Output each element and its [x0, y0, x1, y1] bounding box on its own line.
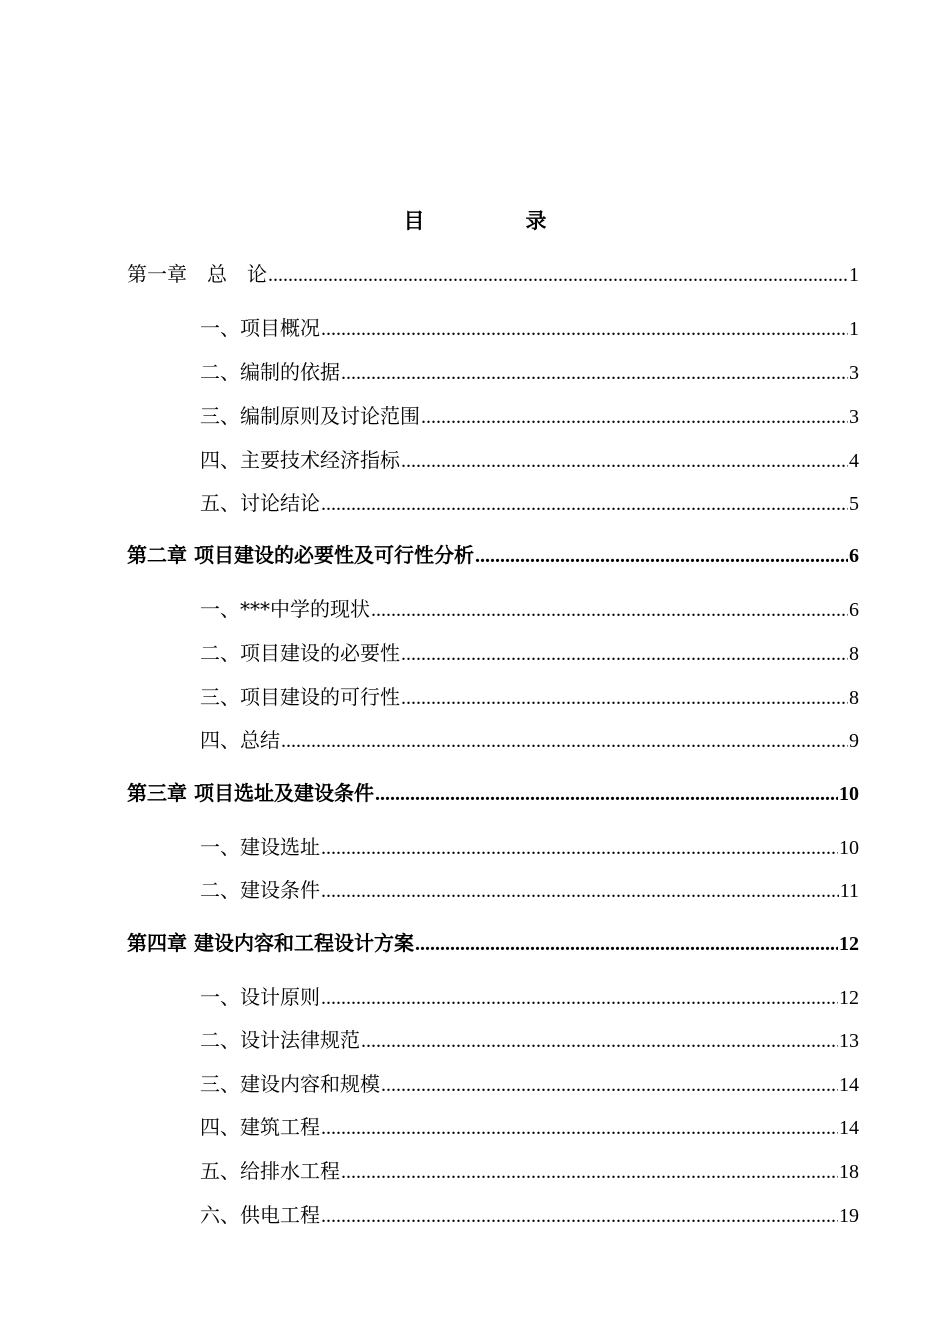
dot-leader — [361, 1030, 838, 1053]
entry-page-number: 11 — [839, 880, 859, 902]
entry-page-number: 1 — [849, 318, 859, 340]
dot-leader — [321, 1117, 838, 1140]
toc-section-entry[interactable] — [200, 356, 859, 385]
dot-leader — [341, 1161, 838, 1184]
entry-page-number: 6 — [849, 599, 859, 621]
entry-label: 二、设计法律规范 — [200, 1028, 360, 1052]
entry-label: 一、项目概况 — [200, 316, 320, 340]
entry-page-number: 13 — [839, 1030, 859, 1052]
entry-label: 第一章 总 论 — [127, 262, 267, 286]
entry-page-number: 5 — [849, 493, 859, 515]
dot-leader — [321, 837, 838, 860]
dot-leader — [321, 318, 848, 341]
dot-leader — [321, 880, 839, 903]
dot-leader — [375, 783, 838, 806]
entry-page-number: 12 — [839, 987, 859, 1009]
entry-page-number: 8 — [849, 687, 859, 709]
entry-page-number: 10 — [839, 837, 859, 859]
entry-label: 二、编制的依据 — [200, 360, 340, 384]
entry-label: 一、建设选址 — [200, 835, 320, 859]
entry-label: 第三章 项目选址及建设条件 — [127, 781, 374, 805]
toc-section-entry[interactable] — [200, 1024, 859, 1053]
entry-label: 第四章 建设内容和工程设计方案 — [127, 931, 414, 955]
entry-page-number: 6 — [849, 545, 859, 567]
entry-label: 二、项目建设的必要性 — [200, 641, 400, 665]
toc-title: 目 录 — [403, 208, 587, 233]
entry-page-number: 1 — [849, 264, 859, 286]
entry-page-number: 14 — [839, 1117, 859, 1139]
toc-section-entry[interactable] — [200, 487, 859, 516]
entry-label: 三、项目建设的可行性 — [200, 685, 400, 709]
toc-section-entry[interactable] — [200, 637, 859, 666]
dot-leader — [401, 687, 848, 710]
entry-label: 三、建设内容和规模 — [200, 1072, 380, 1096]
entry-label: 三、编制原则及讨论范围 — [200, 404, 420, 428]
dot-leader — [415, 933, 838, 956]
toc-section-entry[interactable] — [200, 444, 859, 473]
entry-label: 四、建筑工程 — [200, 1115, 320, 1139]
dot-leader — [381, 1074, 838, 1097]
entry-label: 一、***中学的现状 — [200, 597, 370, 621]
toc-section-entry[interactable] — [200, 724, 859, 753]
entry-label: 二、建设条件 — [200, 878, 320, 902]
toc-chapter-entry[interactable] — [127, 927, 859, 956]
dot-leader — [421, 406, 848, 429]
entry-page-number: 19 — [839, 1205, 859, 1227]
toc-section-entry[interactable] — [200, 1111, 859, 1140]
toc-section-entry[interactable] — [200, 981, 859, 1010]
toc-section-entry[interactable] — [200, 400, 859, 429]
entry-label: 四、总结 — [200, 728, 280, 752]
toc-section-entry[interactable] — [200, 874, 859, 903]
entry-page-number: 12 — [839, 933, 859, 955]
toc-section-entry[interactable] — [200, 1199, 859, 1228]
toc-chapter-entry[interactable] — [127, 777, 859, 806]
entry-page-number: 8 — [849, 643, 859, 665]
toc-chapter-entry[interactable] — [127, 258, 859, 287]
dot-leader — [475, 545, 848, 568]
dot-leader — [371, 599, 848, 622]
dot-leader — [341, 362, 848, 385]
entry-label: 四、主要技术经济指标 — [200, 448, 400, 472]
entry-page-number: 18 — [839, 1161, 859, 1183]
entry-label: 五、讨论结论 — [200, 491, 320, 515]
dot-leader — [321, 1205, 838, 1228]
toc-section-entry[interactable] — [200, 681, 859, 710]
entry-page-number: 3 — [849, 406, 859, 428]
entry-page-number: 3 — [849, 362, 859, 384]
dot-leader — [321, 987, 838, 1010]
toc-section-entry[interactable] — [200, 593, 859, 622]
entry-page-number: 10 — [839, 783, 859, 805]
toc-section-entry[interactable] — [200, 1068, 859, 1097]
toc-section-entry[interactable] — [200, 831, 859, 860]
toc-section-entry[interactable] — [200, 312, 859, 341]
dot-leader — [401, 643, 848, 666]
entry-label: 一、设计原则 — [200, 985, 320, 1009]
dot-leader — [268, 264, 848, 287]
entry-label: 第二章 项目建设的必要性及可行性分析 — [127, 543, 474, 567]
dot-leader — [281, 730, 848, 753]
toc-section-entry[interactable] — [200, 1155, 859, 1184]
dot-leader — [321, 493, 848, 516]
entry-label: 六、供电工程 — [200, 1203, 320, 1227]
toc-chapter-entry[interactable] — [127, 539, 859, 568]
entry-page-number: 9 — [849, 730, 859, 752]
entry-page-number: 14 — [839, 1074, 859, 1096]
entry-page-number: 4 — [849, 450, 859, 472]
dot-leader — [401, 450, 848, 473]
entry-label: 五、给排水工程 — [200, 1159, 340, 1183]
